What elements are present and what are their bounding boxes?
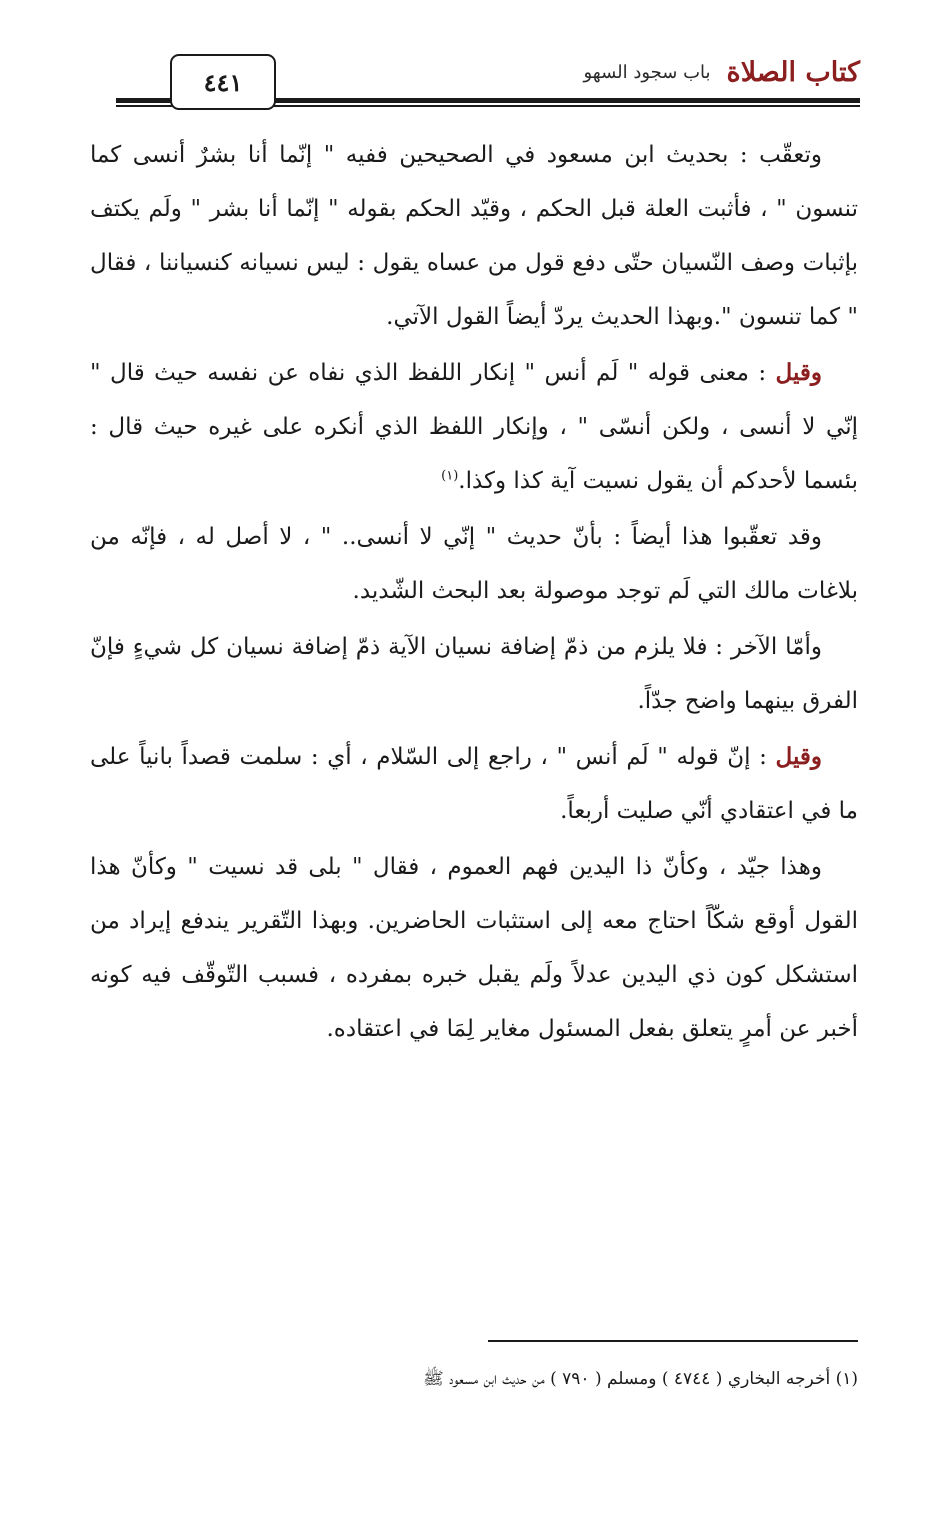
paragraph-6 bbox=[90, 840, 858, 1056]
footnote bbox=[158, 1364, 858, 1394]
paragraph-text: : معنى قوله " لَم أنس " إنكار اللفظ الذي نفاه عن نفسه حيث قال " إنّي لا أنسى ، ولكن أنسّى " ، وإنكار اللفظ الذي أنكره على غيره حيث قال : بئسما لأحدكم أن يقول نسيت آية كذا وكذا. bbox=[90, 360, 858, 494]
paragraph-keyword: وقيل bbox=[775, 359, 822, 386]
paragraph-5 bbox=[90, 730, 858, 838]
footnote-separator bbox=[488, 1340, 858, 1342]
paragraph-2 bbox=[90, 346, 858, 508]
page-header bbox=[116, 52, 860, 108]
paragraph-text: : إنّ قوله " لَم أنس " ، راجع إلى السّلام ، أي : سلمت قصداً بانياً على ما في اعتقادي أنّي صليت أربعاً. bbox=[90, 744, 858, 824]
paragraph-keyword: وقيل bbox=[775, 743, 822, 770]
page-number: ٤٤١ bbox=[203, 67, 243, 97]
footnote-text: (١) أخرجه البخاري ( ٤٧٤٤ ) ومسلم ( ٧٩٠ ) من حديث ابن مسعود ﷺ bbox=[423, 1369, 858, 1389]
paragraph-3 bbox=[90, 510, 858, 618]
chapter-title: باب سجود السهو bbox=[583, 61, 711, 83]
paragraph-text: وهذا جيّد ، وكأنّ ذا اليدين فهم العموم ، فقال " بلى قد نسيت " وكأنّ هذا القول أوقع شكّاً احتاج معه إلى استثبات الحاضرين. وبهذا التّقرير يندفع إيراد من استشكل كون ذي اليدين عدلاً ولَم يقبل خبره بمفرده ، فسبب التّوقّف فيه كونه أخبر عن أمرٍ يتعلق بفعل المسئول مغاير لِمَا في اعتقاده. bbox=[90, 854, 858, 1042]
paragraph-text: وأمّا الآخر : فلا يلزم من ذمّ إضافة نسيان الآية ذمّ إضافة نسيان كل شيءٍ فإنّ الفرق بينهما واضح جدّاً. bbox=[90, 634, 858, 714]
paragraph-1 bbox=[90, 128, 858, 344]
footnote-reference[interactable]: (١) bbox=[441, 468, 459, 484]
page-number-box bbox=[170, 54, 276, 110]
paragraph-text: وقد تعقّبوا هذا أيضاً : بأنّ حديث " إنّي لا أنسى.. " ، لا أصل له ، فإنّه من بلاغات مالك التي لَم توجد موصولة بعد البحث الشّديد. bbox=[90, 524, 858, 604]
running-head bbox=[584, 52, 861, 92]
paragraph-4 bbox=[90, 620, 858, 728]
book-title: كتاب الصلاة bbox=[726, 56, 860, 88]
main-text bbox=[90, 128, 858, 1058]
paragraph-text: وتعقّب : بحديث ابن مسعود في الصحيحين ففيه " إنّما أنا بشرٌ أنسى كما تنسون " ، فأثبت العلة قبل الحكم ، وقيّد الحكم بقوله " إنّما أنا بشر " ولَم يكتف بإثبات وصف النّسيان حتّى دفع قول من عساه يقول : ليس نسيانه كنسياننا ، فقال " كما تنسون ".وبهذا الحديث يردّ أيضاً القول الآتي. bbox=[90, 142, 858, 330]
